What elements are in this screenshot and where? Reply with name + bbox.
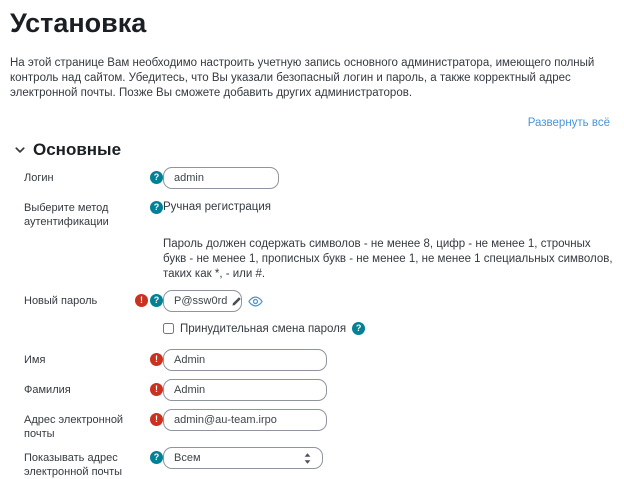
expand-all-link[interactable]: Развернуть всё <box>527 117 610 129</box>
last-name-label: Фамилия <box>24 384 71 396</box>
row-password-policy <box>10 235 614 282</box>
login-input[interactable] <box>163 167 279 189</box>
row-auth-method <box>10 197 614 229</box>
email-display-select[interactable] <box>163 447 323 469</box>
new-password-value: P@ssw0rd <box>174 295 228 307</box>
help-icon[interactable]: ? <box>352 322 365 335</box>
row-first-name <box>10 349 614 371</box>
required-icon: ! <box>150 383 163 396</box>
row-new-password <box>10 290 614 312</box>
force-password-change-checkbox[interactable] <box>163 323 174 334</box>
row-email-display <box>10 447 614 479</box>
auth-method-label: Выберите метод аутентификации <box>24 202 109 228</box>
password-policy-text: Пароль должен содержать символов - не менее 8, цифр - не менее 1, строчных букв - не менее 1, прописных букв - не менее 1, не менее 1 специальных символов, таких как *, - или #. <box>163 238 613 280</box>
section-header-general[interactable] <box>10 140 614 160</box>
auth-method-value: Ручная регистрация <box>163 201 272 213</box>
first-name-label: Имя <box>24 354 46 366</box>
login-label: Логин <box>24 172 54 184</box>
email-input[interactable] <box>163 409 327 431</box>
select-stepper-icon <box>303 452 312 465</box>
email-label: Адрес электронной почты <box>24 414 124 440</box>
reveal-password-eye-icon[interactable] <box>248 294 263 309</box>
new-password-input[interactable] <box>163 290 242 312</box>
pencil-icon <box>231 296 242 307</box>
email-display-label: Показывать адрес электронной почты <box>24 452 123 478</box>
chevron-down-icon <box>14 144 26 156</box>
row-login <box>10 167 614 189</box>
admin-account-form <box>10 167 614 479</box>
intro-text: На этой странице Вам необходимо настроить учетную запись основного администратора, имеющего полный контроль над сайтом. Убедитесь, что Вы указали безопасный логин и пароль, а также корректный адрес электронной почты. Позже Вы сможете добавить других администраторов. <box>10 57 595 99</box>
last-name-input[interactable] <box>163 379 327 401</box>
first-name-input[interactable] <box>163 349 327 371</box>
row-email <box>10 409 614 441</box>
page-title: Установка <box>10 8 147 38</box>
email-display-selected-value: Всем <box>174 452 201 464</box>
force-password-change-label: Принудительная смена пароля <box>180 322 347 335</box>
help-icon[interactable]: ? <box>150 171 163 184</box>
help-icon[interactable]: ? <box>150 294 163 307</box>
section-title: Основные <box>33 140 122 159</box>
new-password-label: Новый пароль <box>24 295 98 307</box>
row-last-name <box>10 379 614 401</box>
required-icon: ! <box>135 294 148 307</box>
expand-all-row <box>10 113 614 131</box>
row-force-change <box>10 320 614 339</box>
required-icon: ! <box>150 413 163 426</box>
help-icon[interactable]: ? <box>150 451 163 464</box>
required-icon: ! <box>150 353 163 366</box>
help-icon[interactable]: ? <box>150 201 163 214</box>
